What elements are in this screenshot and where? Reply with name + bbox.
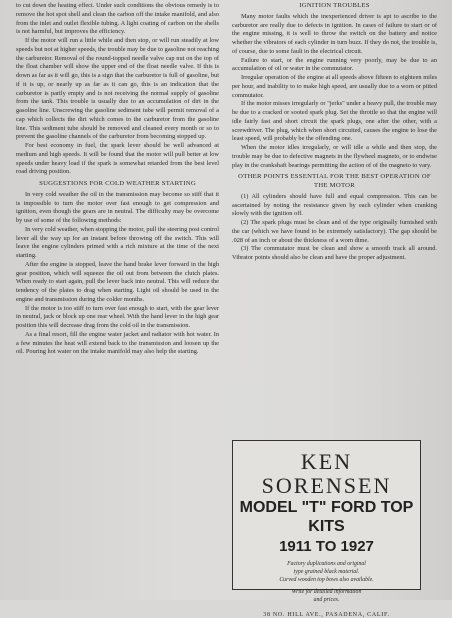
- ad-product: MODEL "T" FORD TOP KITS: [239, 499, 414, 535]
- paragraph: If the motor misses irregularly or "jerks" under a heavy pull, the trouble may be due to a cracked or sooted spark plug. Set the throttle so that the engine will idle fairly fast and short circuit the spark plugs, one after the other, with a screwdriver. The plug, which when short circuited, causes the engine to lose the least speed, will probably be the offending one.: [232, 100, 437, 143]
- paragraph: Irregular operation of the engine at all speeds above fifteen to eighteen miles per hour, and inability to to make high speed, are usually due to a worn or pitted commutator.: [232, 74, 437, 99]
- paragraph: When the motor idles irregularly, or will idle a while and then stop, the trouble may be due to defective magnets in the flywheel magneto, or to endwise play in the crankshaft bearings permitting the action of of the magneto to vary.: [232, 144, 437, 169]
- paragraph: If the motor will run a little while and then stop, or will run steadily at low speeds but not at higher speeds, the trouble may be due to gasoline not reaching the carburetor. Removal of the round-topped needle valve cap nut on the top of the float chamber will show the upper end of the float needle valve. If this is down as far as it will go, this is a sign that the carburetor is full of gasoline, but if it is up, or nearly up as far as it can go, this is an indication that the carburetor is partly empty and is not receiving the normal supply of gasoline from the tank. This trouble is usually due to an accumulation of dirt in the gasoline line. Unscrewing the gasoline sediment tube will permit removal of a cap which collects the dirt which comes to the carburetor from the gasoline line. This sediment tube should be removed and cleaned every month or so to prevent the gasoline channels of the carburetor from becoming stopped up.: [16, 37, 219, 141]
- paragraph: In very cold weather the oil in the transmission may become so stiff that it is impossible to turn the motor over fast enough to get compression and ignition, even though the gears are in neutral. The difficulty may be overcome by use of some of the following methods:: [16, 190, 219, 224]
- ignition-paragraphs: [232, 13, 437, 171]
- paragraph: Many motor faults which the inexperienced driver is apt to ascribe to the carburetor are really due to defects in ignition. In cases of failure to start or of the engine missing, it is well to throw the switch on the battery and notice whether the vibrators of each cylinder in turn buzz. If they do not, the trouble is, of course, due to some fault in the electrical circuit.: [232, 12, 437, 55]
- ad-small-4: Write for detailed information: [291, 589, 362, 596]
- other-points-heading: OTHER POINTS ESSENTIAL FOR THE BEST OPERATION OF THE MOTOR: [238, 173, 431, 189]
- right-column: [232, 2, 437, 263]
- cold-weather-paragraphs: [16, 191, 219, 357]
- ad-small-2: type grained black material.: [293, 568, 360, 575]
- paragraph: (2) The spark plugs must be clean and of the type originally furnished with the car (which we have found to be extremely satisfactory). The gap should be .028 of an inch or about the thickness of a worn dime.: [232, 219, 437, 244]
- paragraph: to cut down the heating effect. Under such conditions the obvious remedy is to remove the hot spot shell and clean the carbon off the intake manifold, and also from the inlet and outlet flexible tubing. A light coating of carbon on the shells is not harmful, but improves the efficiency.: [16, 2, 219, 36]
- paragraph: Failure to start, or the engine running very poorly, may be due to an accumulation of oil or water in the commutator.: [232, 56, 437, 73]
- paragraph: (1) All cylinders should have full and equal compression. This can be ascertained by noting the resistance given by each cylinder when cranking slowly with the ignition off.: [232, 192, 437, 218]
- paragraph: For best economy in fuel, the spark lever should be well advanced at medium and high speeds. It will be found that the motor will pull better at low speeds under heavy load if the spark is somewhat retarded from the best level road driving position.: [16, 142, 219, 176]
- ad-small-5: and prices.: [313, 597, 340, 604]
- paragraph: In very cold weather, when stopping the motor, pull the steering post control lever all the way up for an instant before throwing off the switch. This will leave the engine cylinders primed with a rich mixture at the time of the next starting.: [16, 225, 219, 259]
- left-column: [16, 2, 219, 357]
- advertisement-box: [232, 440, 421, 618]
- ad-small-3: Curved wooden top bows also available.: [279, 576, 374, 583]
- other-points-paragraphs: [232, 193, 437, 263]
- ad-small-1: Factory duplications and original: [287, 561, 366, 567]
- ad-years: 1911 TO 1927: [279, 538, 374, 555]
- left-paragraphs: [16, 2, 219, 177]
- paragraph: If the motor is too stiff to turn over fast enough to start, with the gear lever in neutral, jack or block up one rear wheel. With the hand lever in the high gear position this will decrease drag from the cold oil in the transmission.: [16, 304, 219, 329]
- cold-weather-heading: SUGGESTIONS FOR COLD WEATHER STARTING: [39, 180, 196, 187]
- ad-brand: KEN SORENSEN: [261, 449, 392, 498]
- ad-address: 38 NO. HILL AVE., PASADENA, CALIF.: [263, 611, 390, 618]
- ignition-heading: IGNITION TROUBLES: [299, 2, 370, 9]
- paragraph: After the engine is stopped, leave the hand brake lever forward in the high gear position, which will squeeze the oil out from between the clutch plates. When ready to start again, pull the lever back into neutral. This will reduce the tendency of the plates to drag when starting. Light oil should be used in the engine and transmission during the colder months.: [16, 260, 219, 303]
- paragraph: As a final resort, fill the engine water jacket and radiator with hot water. In a few minutes the heat will extend back to the transmission and loosen up the oil. Pouring hot water on the intake manifold may also help the starting.: [16, 330, 219, 356]
- paragraph: (3) The commutator must be clean and show a smooth track all around. Vibrator points should also be clean and have the proper adjustment.: [232, 245, 437, 261]
